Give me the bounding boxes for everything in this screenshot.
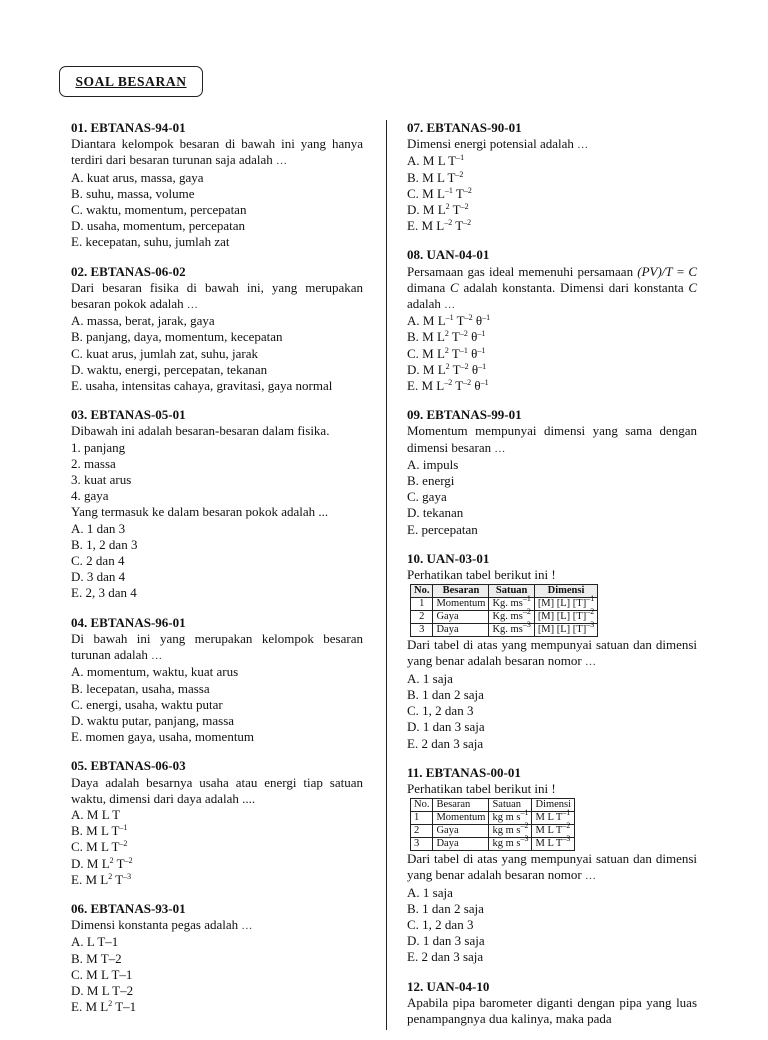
option-e: E. kecepatan, suhu, jumlah zat [71, 234, 230, 250]
table-row [411, 812, 575, 825]
table-header: Dimensi [534, 585, 597, 598]
option-c: C. 1, 2 dan 3 [407, 916, 474, 932]
table-cell: Kg. $ms^{-3}$ [489, 624, 534, 637]
option-b: B. M T–2 [71, 950, 122, 966]
question-text: Dari tabel di atas yang mempunyai satuan dan dimensi yang benar adalah besaran nomor … [407, 851, 698, 883]
question-08 [407, 247, 697, 394]
option-a: A. impuls [407, 456, 459, 472]
table-row [411, 825, 575, 838]
option-e: E. 2 dan 3 saja [407, 735, 484, 751]
table-cell: Kg. $ms^{-2}$ [489, 611, 534, 624]
question-header: 10. UAN-03-01 [407, 550, 490, 566]
left-column [71, 120, 363, 1028]
option-d: D. M $L^2$ $T^{-2}$ [71, 855, 133, 871]
option-c: C. 2 dan 4 [71, 553, 125, 569]
column-divider [386, 120, 387, 1030]
option-e: E. percepatan [407, 521, 478, 537]
option-b: B. suhu, massa, volume [71, 185, 195, 201]
table-cell: 2 [411, 825, 433, 838]
question-header: 09. EBTANAS-99-01 [407, 407, 522, 423]
table-cell: kg m $s^{-1}$ [489, 812, 532, 825]
table-cell: Momentum [433, 812, 489, 825]
table-cell: Daya [433, 624, 489, 637]
table-row [411, 624, 598, 637]
option-b: B. 1 dan 2 saja [407, 686, 484, 702]
option-a: A. M L $T^{-1}$ [407, 153, 465, 169]
question-text: Dimensi konstanta pegas adalah … [71, 917, 253, 933]
option-c: C. M $L^{-1}$ $T^{-2}$ [407, 185, 472, 201]
table-cell: 3 [411, 624, 433, 637]
table-row [411, 598, 598, 611]
table-cell: 3 [411, 838, 433, 851]
option-e: E. M $L^2$ T–1 [71, 999, 137, 1015]
option-a: A. M L T [71, 806, 121, 822]
option-c: C. energi, usaha, waktu putar [71, 696, 223, 712]
dimension-table [410, 798, 575, 851]
table-cell: kg m $s^{-2}$ [489, 825, 532, 838]
table-header: No. [411, 799, 433, 812]
option-e: E. 2, 3 dan 4 [71, 585, 137, 601]
option-e: E. M $L^{-2}$ $T^{-2}$ [407, 218, 472, 234]
list-item: 3. kuat arus [71, 472, 132, 488]
table-cell: M L $T^{-3}$ [532, 838, 575, 851]
option-c: C. M L T–1 [71, 966, 133, 982]
option-c: C. gaya [407, 489, 447, 505]
question-header: 12. UAN-04-10 [407, 978, 490, 994]
question-05 [71, 758, 363, 888]
question-09 [407, 407, 697, 538]
table-cell: Momentum [433, 598, 489, 611]
question-text: Perhatikan tabel berikut ini ! [407, 567, 556, 583]
question-header: 05. EBTANAS-06-03 [71, 758, 186, 774]
table-cell: 1 [411, 812, 433, 825]
table-row [411, 611, 598, 624]
question-03 [71, 407, 363, 601]
option-e: E. M $L^2$ $T^{-3}$ [71, 871, 132, 887]
table-cell: Gaya [433, 611, 489, 624]
option-b: B. M L $T^{-2}$ [407, 169, 464, 185]
list-item: 2. massa [71, 455, 116, 471]
table-cell: Gaya [433, 825, 489, 838]
option-e: E. 2 dan 3 saja [407, 949, 484, 965]
question-text: Dimensi energi potensial adalah … [407, 136, 589, 152]
option-a: A. momentum, waktu, kuat arus [71, 664, 239, 680]
option-d: D. waktu, energi, percepatan, tekanan [71, 361, 268, 377]
option-a: A. 1 dan 3 [71, 520, 126, 536]
option-d: D. M $L^2$ $T^{-2}$ $\theta^{-1}$ [407, 361, 487, 377]
option-e: E. momen gaya, usaha, momentum [71, 729, 255, 745]
list-item: 4. gaya [71, 488, 109, 504]
option-a: A. M $L^{-1}$ $T^{-2}$ $\theta^{-1}$ [407, 313, 491, 329]
option-d: D. tekanan [407, 505, 464, 521]
page-title: SOAL BESARAN [59, 66, 203, 97]
question-text: Persamaan gas ideal memenuhi persamaan (PV)/T = C dimana C adalah konstanta. Dimensi dari konstanta C adalah … [407, 263, 698, 312]
question-text: Apabila pipa barometer diganti dengan pipa yang luas penampangnya dua kalinya, maka pada [407, 994, 698, 1026]
question-06 [71, 901, 363, 1015]
option-b: B. energi [407, 473, 455, 489]
table-header: Besaran [433, 799, 489, 812]
question-text: Dari tabel di atas yang mempunyai satuan dan dimensi yang benar adalah besaran nomor … [407, 637, 698, 669]
dimension-table [410, 584, 598, 637]
table-cell: Daya [433, 838, 489, 851]
question-07 [407, 120, 697, 234]
option-a: A. kuat arus, massa, gaya [71, 169, 204, 185]
question-header: 08. UAN-04-01 [407, 247, 490, 263]
question-text: Perhatikan tabel berikut ini ! [407, 780, 556, 796]
table-cell: 2 [411, 611, 433, 624]
table-header: No. [411, 585, 433, 598]
list-item: 1. panjang [71, 439, 126, 455]
question-header: 03. EBTANAS-05-01 [71, 407, 186, 423]
table-cell: [M] [L] $[T]^{-3}$ [534, 624, 597, 637]
table-cell: [M] [L] $[T]^{-1}$ [534, 598, 597, 611]
option-c: C. kuat arus, jumlah zat, suhu, jarak [71, 345, 259, 361]
table-header: Satuan [489, 799, 532, 812]
question-11 [407, 765, 697, 966]
option-e: E. M $L^{-2}$ $T^{-2}$ $\theta^{-1}$ [407, 378, 489, 394]
question-header: 04. EBTANAS-96-01 [71, 614, 186, 630]
option-c: C. M L $T^{-2}$ [71, 839, 128, 855]
option-a: A. 1 saja [407, 884, 453, 900]
table-header-row [411, 799, 575, 812]
option-a: A. L T–1 [71, 934, 119, 950]
question-text: Daya adalah besarnya usaha atau energi tiap satuan waktu, dimensi dari daya adalah .... [71, 774, 363, 806]
question-12 [407, 979, 697, 1028]
option-b: B. panjang, daya, momentum, kecepatan [71, 329, 283, 345]
question-header: 06. EBTANAS-93-01 [71, 900, 186, 916]
option-e: E. usaha, intensitas cahaya, gravitasi, gaya normal [71, 378, 333, 394]
question-header: 11. EBTANAS-00-01 [407, 764, 521, 780]
option-d: D. M L T–2 [71, 982, 134, 998]
option-d: D. 1 dan 3 saja [407, 933, 485, 949]
table-cell: [M] [L] $[T]^{-2}$ [534, 611, 597, 624]
question-text: Dari besaran fisika di bawah ini, yang merupakan besaran pokok adalah … [71, 279, 363, 312]
table-row [411, 838, 575, 851]
question-text: Di bawah ini yang merupakan kelompok besaran turunan adalah … [71, 630, 363, 663]
question-01 [71, 120, 363, 251]
question-header: 07. EBTANAS-90-01 [407, 120, 522, 135]
question-04 [71, 615, 363, 746]
table-header: Satuan [489, 585, 534, 598]
question-header: 01. EBTANAS-94-01 [71, 120, 186, 135]
option-d: D. waktu putar, panjang, massa [71, 712, 235, 728]
right-column [407, 120, 697, 1040]
question-text: Dibawah ini adalah besaran-besaran dalam fisika. [71, 423, 330, 439]
table-cell: 1 [411, 598, 433, 611]
table-cell: Kg. $ms^{-1}$ [489, 598, 534, 611]
question-10 [407, 551, 697, 752]
option-d: D. M $L^2$ $T^{-2}$ [407, 202, 469, 218]
option-c: C. waktu, momentum, percepatan [71, 202, 247, 218]
table-header-row [411, 585, 598, 598]
option-d: D. 1 dan 3 saja [407, 719, 485, 735]
table-cell: kg m $s^{-3}$ [489, 838, 532, 851]
table-header: Besaran [433, 585, 489, 598]
question-header: 02. EBTANAS-06-02 [71, 263, 186, 279]
option-d: D. 3 dan 4 [71, 569, 126, 585]
question-02 [71, 264, 363, 395]
option-c: C. M $L^2$ $T^{-1}$ $\theta^{-1}$ [407, 345, 486, 361]
option-b: B. M L $T^{-1}$ [71, 823, 128, 839]
table-cell: M L $T^{-1}$ [532, 812, 575, 825]
option-b: B. 1 dan 2 saja [407, 900, 484, 916]
option-b: B. 1, 2 dan 3 [71, 536, 138, 552]
option-d: D. usaha, momentum, percepatan [71, 218, 245, 234]
option-a: A. 1 saja [407, 670, 453, 686]
option-b: B. lecepatan, usaha, massa [71, 680, 210, 696]
question-text: Yang termasuk ke dalam besaran pokok adalah ... [71, 504, 329, 520]
question-text: Momentum mempunyai dimensi yang sama dengan dimensi besaran … [407, 423, 697, 455]
option-a: A. massa, berat, jarak, gaya [71, 313, 215, 329]
question-text: Diantara kelompok besaran di bawah ini yang hanya terdiri dari besaran turunan saja adalah … [71, 136, 364, 168]
option-b: B. M $L^2$ $T^{-2}$ $\theta^{-1}$ [407, 329, 486, 345]
option-c: C. 1, 2 dan 3 [407, 703, 474, 719]
table-header: Dimensi [532, 799, 575, 812]
table-cell: M L $T^{-2}$ [532, 825, 575, 838]
